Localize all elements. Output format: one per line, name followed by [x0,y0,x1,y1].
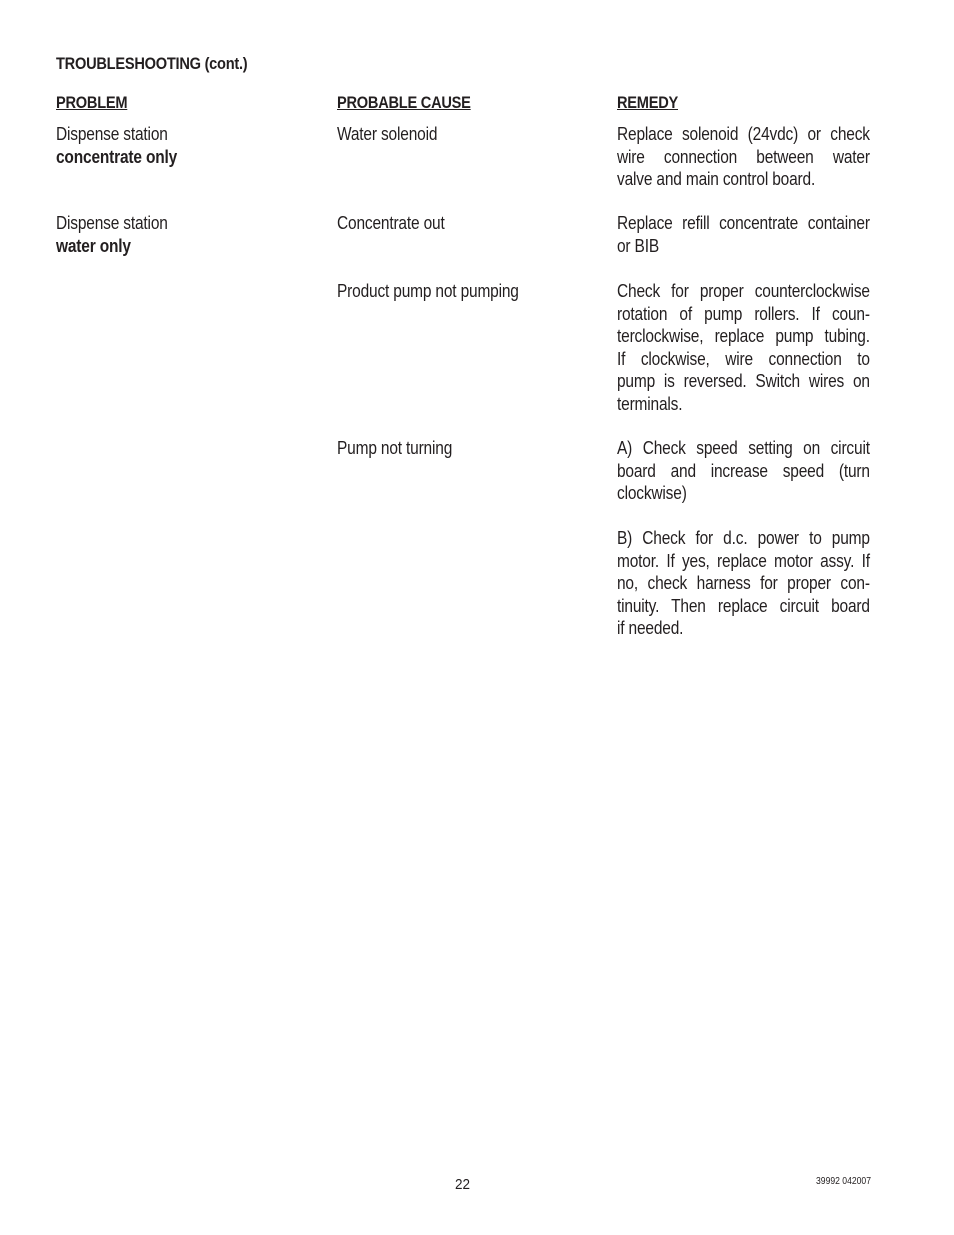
page-number: 22 [455,1176,471,1193]
remedy-line: valve and main control board. [617,169,816,189]
remedy-line: no, check harness for proper con- [617,573,870,593]
problem-line: Dispense station [56,213,168,233]
remedy-text [617,212,870,257]
cause-text: Concentrate out [337,213,445,233]
remedy-line: If clockwise, wire connection to [617,348,870,369]
header-probable-cause: PROBABLE CAUSE [337,93,471,112]
remedy-line: clockwise) [617,483,687,503]
remedy-line: pump is reversed. Switch wires on [617,371,870,391]
remedy-line: board and increase speed (turn [617,460,870,481]
section-title: TROUBLESHOOTING (cont.) [56,54,248,73]
remedy-line: tinuity. Then replace circuit board [617,595,870,616]
cause-text: Product pump not pumping [337,281,519,301]
header-remedy: REMEDY [617,93,679,112]
remedy-line: terminals. [617,393,683,414]
remedy-line: Replace refill concentrate container [617,213,870,233]
remedy-line: terclockwise, replace pump tubing. [617,326,870,346]
document-code: 39992 042007 [816,1176,872,1187]
remedy-text [617,280,870,415]
cause-text: Pump not turning [337,438,453,458]
problem-line: Dispense station [56,124,168,144]
remedy-line: Check for proper counterclockwise [617,281,870,301]
remedy-line: wire connection between water [617,146,870,167]
remedy-text [617,437,870,505]
remedy-line: motor. If yes, replace motor assy. If [617,550,870,571]
remedy-text [617,123,870,191]
problem-text [56,123,177,168]
remedy-line: Replace solenoid (24vdc) or check [617,124,870,144]
remedy-line: B) Check for d.c. power to pump [617,528,870,548]
remedy-line: A) Check speed setting on circuit [617,438,870,458]
problem-line-bold: water only [56,235,131,256]
header-problem: PROBLEM [56,93,128,112]
remedy-line: rotation of pump rollers. If coun- [617,303,870,324]
remedy-line: if needed. [617,618,684,638]
remedy-text [617,527,870,640]
problem-text [56,212,168,257]
remedy-line: or BIB [617,235,659,256]
problem-line-bold: concentrate only [56,146,178,167]
cause-text: Water solenoid [337,124,438,144]
